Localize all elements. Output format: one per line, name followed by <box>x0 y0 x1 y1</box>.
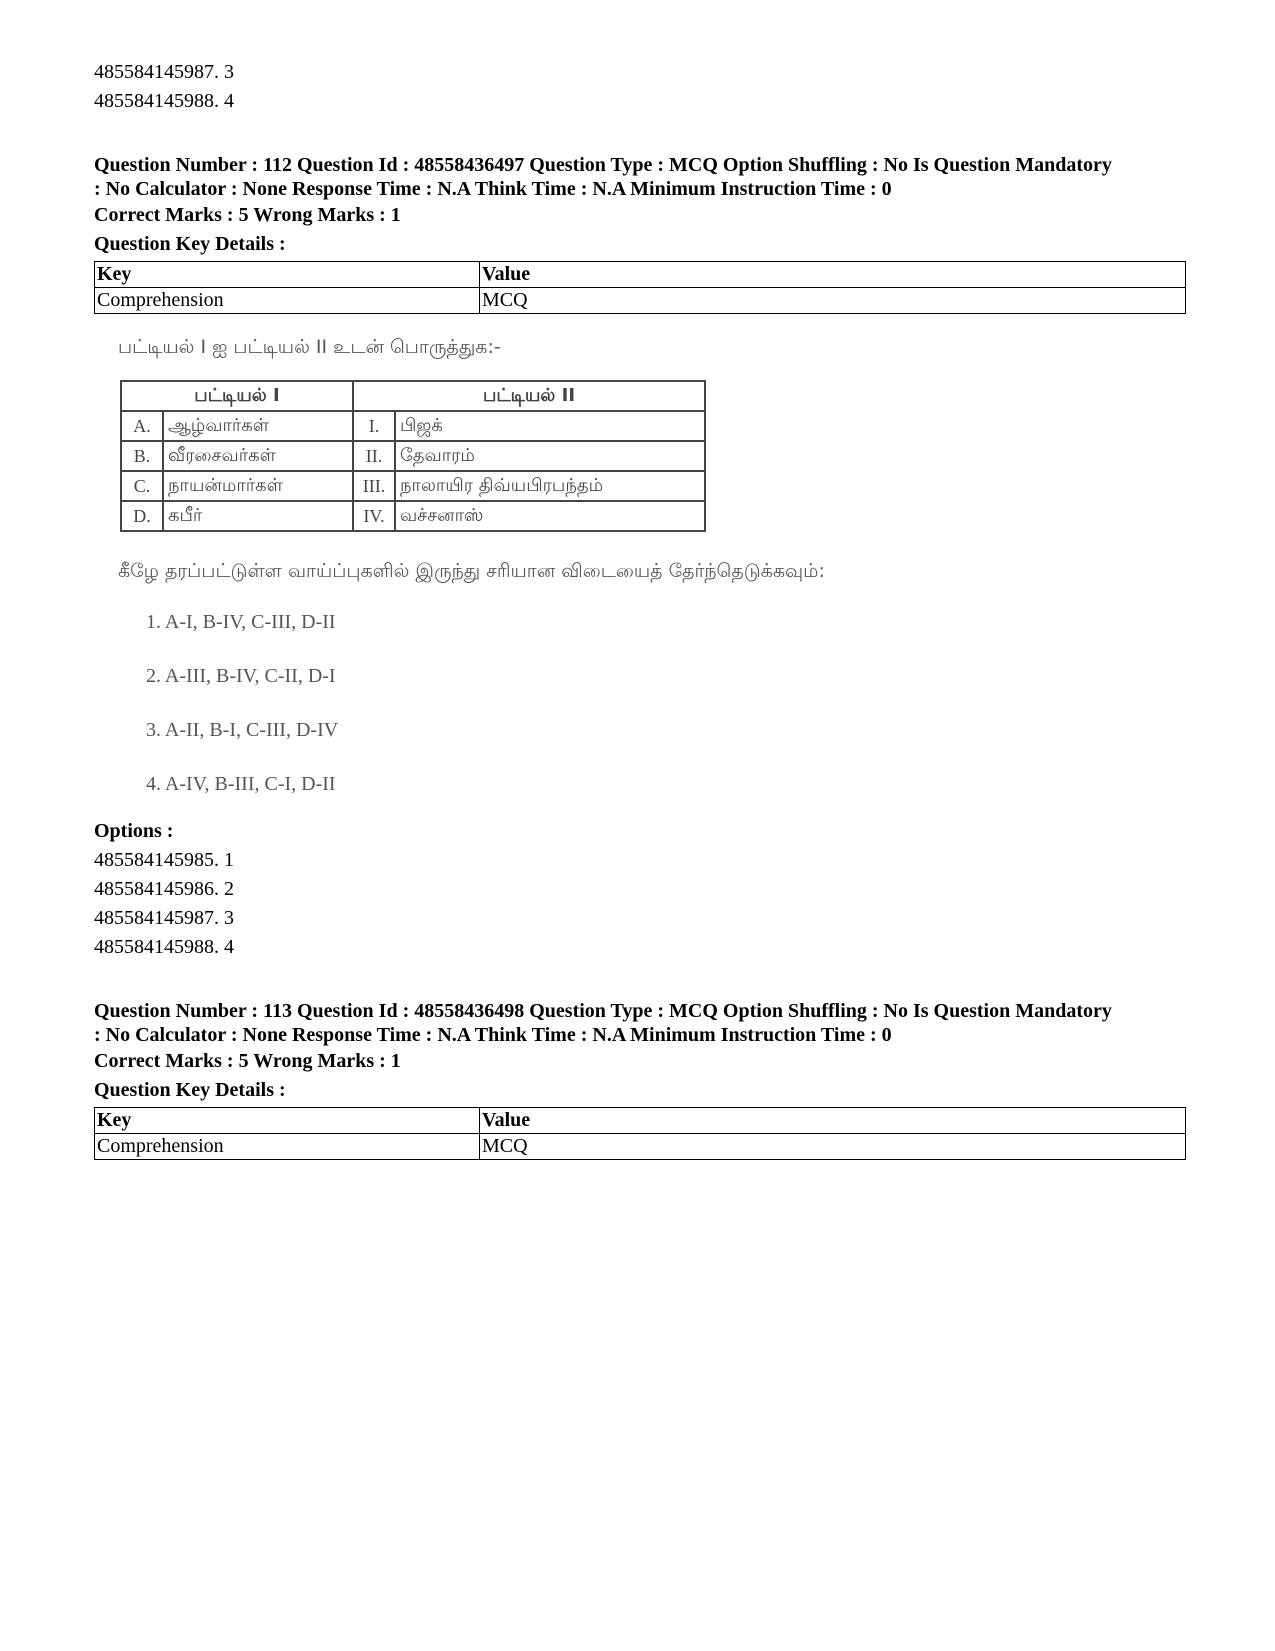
match-row <box>121 501 705 531</box>
row-numeral: IV. <box>353 501 395 531</box>
answer-choice: 2. A-III, B-IV, C-II, D-I <box>146 665 336 687</box>
value-cell: MCQ <box>480 1134 1186 1160</box>
options-label: Options : <box>94 820 174 842</box>
key-header: Key <box>95 262 480 288</box>
question-instruction: பட்டியல் I ஐ பட்டியல் II உடன் பொருத்துக:- <box>118 336 501 358</box>
document-page <box>94 58 1184 1160</box>
match-row <box>121 441 705 471</box>
row-match: வச்சனாஸ் <box>395 501 705 531</box>
marks-line: Correct Marks : 5 Wrong Marks : 1 <box>94 1050 401 1072</box>
row-letter: A. <box>121 411 163 441</box>
option-line: 485584145987. 3 <box>94 907 234 929</box>
value-header: Value <box>480 262 1186 288</box>
row-numeral: III. <box>353 471 395 501</box>
option-line: 485584145988. 4 <box>94 936 234 958</box>
row-letter: C. <box>121 471 163 501</box>
row-item: ஆழ்வார்கள் <box>163 411 353 441</box>
question-header-line2: : No Calculator : None Response Time : N.A Think Time : N.A Minimum Instruction Time : 0 <box>94 1024 892 1046</box>
question-content <box>118 336 1184 811</box>
key-details-label: Question Key Details : <box>94 233 286 255</box>
answer-choices <box>118 595 1184 811</box>
previous-options-list <box>94 58 1184 116</box>
key-details-label: Question Key Details : <box>94 1079 286 1101</box>
key-header: Key <box>95 1108 480 1134</box>
row-item: நாயன்மார்கள் <box>163 471 353 501</box>
question-header-line1: Question Number : 112 Question Id : 48558436497 Question Type : MCQ Option Shuffling : No Is Question Mandatory <box>94 154 1112 176</box>
key-cell: Comprehension <box>95 288 480 314</box>
question-header-line1: Question Number : 113 Question Id : 48558436498 Question Type : MCQ Option Shuffling : No Is Question Mandatory <box>94 1000 1112 1022</box>
match-col1-header: பட்டியல் I <box>121 381 353 411</box>
row-letter: B. <box>121 441 163 471</box>
row-match: பிஜக் <box>395 411 705 441</box>
option-line: 485584145985. 1 <box>94 849 234 871</box>
question-header-line2: : No Calculator : None Response Time : N.A Think Time : N.A Minimum Instruction Time : 0 <box>94 178 892 200</box>
question-key-table <box>94 261 1186 314</box>
value-header: Value <box>480 1108 1186 1134</box>
answer-choice: 1. A-I, B-IV, C-III, D-II <box>146 611 336 633</box>
answer-choice: 4. A-IV, B-III, C-I, D-II <box>146 773 336 795</box>
row-letter: D. <box>121 501 163 531</box>
question-113 <box>94 999 1184 1160</box>
match-row <box>121 411 705 441</box>
match-col2-header: பட்டியல் II <box>353 381 705 411</box>
row-numeral: I. <box>353 411 395 441</box>
key-cell: Comprehension <box>95 1134 480 1160</box>
question-key-table <box>94 1107 1186 1160</box>
marks-line: Correct Marks : 5 Wrong Marks : 1 <box>94 204 401 226</box>
option-line: 485584145988. 4 <box>94 90 234 112</box>
row-item: கபீர் <box>163 501 353 531</box>
value-cell: MCQ <box>480 288 1186 314</box>
match-table <box>120 380 706 532</box>
option-line: 485584145986. 2 <box>94 878 234 900</box>
options-section <box>94 817 1184 962</box>
question-112 <box>94 153 1184 962</box>
option-line: 485584145987. 3 <box>94 61 234 83</box>
answer-choice: 3. A-II, B-I, C-III, D-IV <box>146 719 339 741</box>
row-item: வீரசைவர்கள் <box>163 441 353 471</box>
question-instruction-2: கீழே தரப்பட்டுள்ள வாய்ப்புகளில் இருந்து சரியான விடையைத் தேர்ந்தெடுக்கவும்: <box>118 560 825 582</box>
row-match: நாலாயிர திவ்யபிரபந்தம் <box>395 471 705 501</box>
row-match: தேவாரம் <box>395 441 705 471</box>
row-numeral: II. <box>353 441 395 471</box>
match-row <box>121 471 705 501</box>
